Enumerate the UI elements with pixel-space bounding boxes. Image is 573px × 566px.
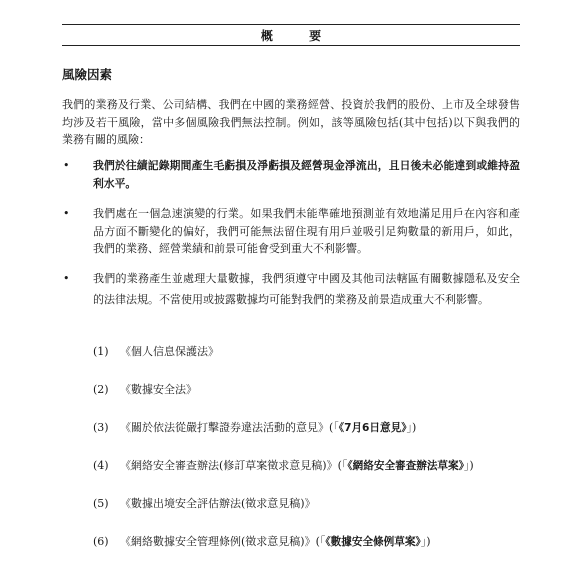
law-suffix: 」) [420, 535, 431, 548]
law-suffix: 」) [463, 459, 474, 472]
bullet-marker: • [63, 207, 70, 220]
law-short-name: 《網絡安全審查辦法草案》 [347, 460, 464, 472]
law-item [93, 497, 316, 511]
law-suffix: 」) [406, 421, 417, 434]
bullet-item [62, 205, 520, 258]
law-number: (2) [93, 383, 109, 396]
intro-paragraph: 我們的業務及行業、公司結構、我們在中國的業務經營、投資於我們的股份、上市及全球發售均涉及若干風險，當中多個風險我們無法控制。例如，該等風險包括(其中包括)以下與我們的業務有關的風險： [62, 98, 520, 146]
law-title: 《網絡安全審查辦法(修訂草案徵求意見稿)》(「 [120, 459, 348, 472]
law-title: 《關於依法從嚴打擊證券違法活動的意見》(「 [120, 421, 339, 434]
law-number: (4) [93, 459, 109, 472]
law-number: (6) [93, 535, 109, 548]
law-item [93, 535, 431, 549]
law-title: 《數據安全法》 [120, 383, 197, 396]
law-number: (3) [93, 421, 109, 434]
law-title: 《網絡數據安全管理條例(徵求意見稿)》(「 [120, 535, 326, 548]
page-header [62, 24, 520, 46]
law-item [93, 345, 219, 359]
section-title: 風險因素 [62, 67, 113, 82]
law-number: (1) [93, 345, 109, 358]
law-item [93, 421, 416, 435]
bullet-text: 我們處在一個急速演變的行業。如果我們未能準確地預測並有效地滿足用戶在內容和產品方面不斷變化的偏好，我們可能無法留住現有用戶並吸引足夠數量的新用戶，如此，我們的業務、經營業績和前景可能會受到重大不利影響。 [93, 207, 520, 255]
bullet-marker: • [63, 159, 70, 172]
header-title: 概 要 [260, 28, 338, 43]
law-item [93, 459, 474, 473]
law-short-name: 《7月6日意見》 [338, 422, 407, 434]
law-number: (5) [93, 497, 109, 510]
law-title: 《個人信息保護法》 [120, 345, 219, 358]
law-item [93, 383, 197, 397]
bullet-marker: • [63, 272, 70, 285]
bullet-text: 我們的業務產生並處理大量數據，我們須遵守中國及其他司法轄區有關數據隱私及安全的法律法規。不當使用或披露數據均可能對我們的業務及前景造成重大不利影響。 [93, 272, 520, 306]
bullet-item [62, 157, 520, 192]
law-title: 《數據出境安全評估辦法(徵求意見稿)》 [120, 497, 316, 510]
law-short-name: 《數據安全條例草案》 [325, 536, 421, 548]
bullet-item [62, 268, 520, 310]
bullet-text: 我們於往績記錄期間產生毛虧損及淨虧損及經營現金淨流出，且日後未必能達到或維持盈利水平。 [93, 159, 520, 190]
